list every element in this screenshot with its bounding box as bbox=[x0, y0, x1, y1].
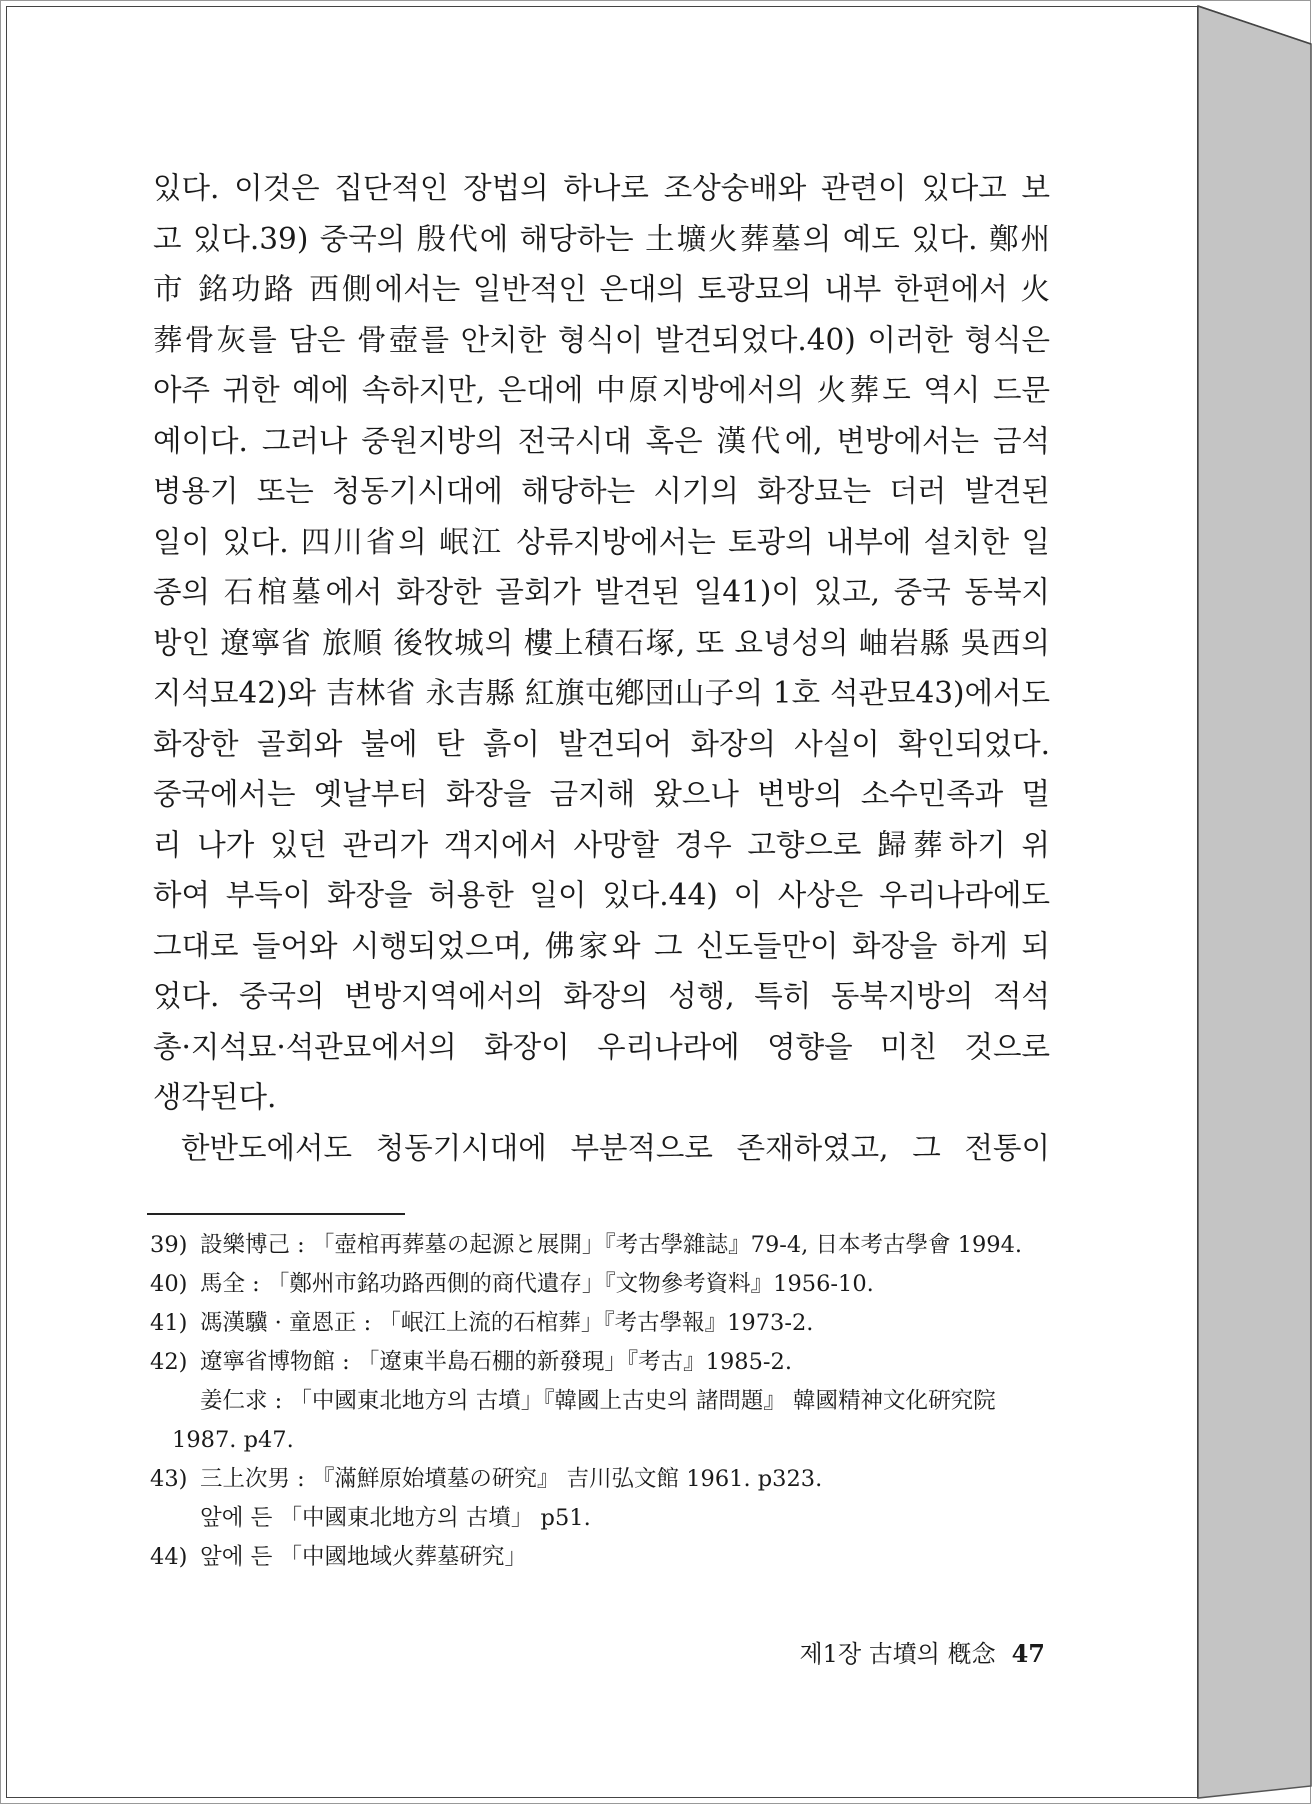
footnote-text: 馬全 : 「鄭州市銘功路西側的商代遺存」『文物參考資料』1956-10. bbox=[200, 1271, 874, 1297]
footnote-rule bbox=[147, 1213, 405, 1215]
footnote-number: 43) bbox=[150, 1466, 188, 1492]
footnote-text: 設樂博己 : 「壺棺再葬墓の起源と展開」『考古學雜誌』79-4, 日本考古學會 1994. bbox=[200, 1232, 1023, 1258]
footnote-number: 42) bbox=[150, 1349, 188, 1375]
body-line: 었다. 중국의 변방지역에서의 화장의 성행, 특히 동북지방의 적석 bbox=[153, 979, 1050, 1013]
footnote bbox=[150, 1421, 1055, 1460]
footnote bbox=[150, 1499, 1055, 1538]
footnote bbox=[150, 1226, 1055, 1265]
page-number: 47 bbox=[1011, 1639, 1045, 1668]
footnote bbox=[150, 1382, 1055, 1421]
footnote-text: 앞에 든 「中國東北地方의 古墳」 p51. bbox=[200, 1505, 591, 1531]
body-line: 종의 石棺墓에서 화장한 골회가 발견된 일41)이 있고, 중국 동북지 bbox=[153, 575, 1050, 609]
body-line: 병용기 또는 청동기시대에 해당하는 시기의 화장묘는 더러 발견된 bbox=[153, 474, 1050, 508]
body-line: 葬骨灰를 담은 骨壺를 안치한 형식이 발견되었다.40) 이러한 형식은 bbox=[153, 322, 1050, 357]
body-line: 고 있다.39) 중국의 殷代에 해당하는 土壙火葬墓의 예도 있다. 鄭州 bbox=[153, 221, 1050, 256]
footnote bbox=[150, 1538, 1055, 1577]
footnote-number: 44) bbox=[150, 1544, 188, 1570]
body-line: 생각된다. bbox=[153, 1080, 277, 1114]
body-text bbox=[153, 163, 1050, 1173]
body-line: 지석묘42)와 吉林省 永吉縣 紅旗屯鄕団山子의 1호 석관묘43)에서도 bbox=[153, 676, 1050, 710]
body-line: 아주 귀한 예에 속하지만, 은대에 中原지방에서의 火葬도 역시 드문 bbox=[153, 373, 1050, 407]
body-line: 중국에서는 옛날부터 화장을 금지해 왔으나 변방의 소수민족과 멀 bbox=[153, 777, 1050, 811]
footnote-text: 馮漢驥 · 童恩正 : 「岷江上流的石棺葬」『考古學報』1973-2. bbox=[200, 1310, 814, 1336]
body-line: 총·지석묘·석관묘에서의 화장이 우리나라에 영향을 미친 것으로 bbox=[153, 1029, 1050, 1064]
body-line: 市 銘功路 西側에서는 일반적인 은대의 토광묘의 내부 한편에서 火 bbox=[153, 272, 1050, 306]
running-head: 제1장 古墳의 槪念 bbox=[799, 1640, 996, 1668]
body-line: 리 나가 있던 관리가 객지에서 사망할 경우 고향으로 歸葬하기 위 bbox=[153, 827, 1050, 862]
footnote-text: 1987. p47. bbox=[172, 1427, 294, 1453]
body-line: 화장한 골회와 불에 탄 흙이 발견되어 화장의 사실이 확인되었다. bbox=[153, 726, 1050, 761]
body-line: 예이다. 그러나 중원지방의 전국시대 혹은 漢代에, 변방에서는 금석 bbox=[153, 423, 1050, 458]
body-line: 방인 遼寧省 旅順 後牧城의 樓上積石塚, 또 요녕성의 岫岩縣 吳西의 bbox=[153, 625, 1050, 660]
footnote-number: 40) bbox=[150, 1271, 188, 1297]
footnote bbox=[150, 1265, 1055, 1304]
page-footer bbox=[800, 1634, 1046, 1674]
body-line: 하여 부득이 화장을 허용한 일이 있다.44) 이 사상은 우리나라에도 bbox=[153, 878, 1050, 912]
body-line: 일이 있다. 四川省의 岷江 상류지방에서는 토광의 내부에 설치한 일 bbox=[153, 524, 1050, 559]
footnotes bbox=[150, 1226, 1055, 1577]
footnote-number: 41) bbox=[150, 1310, 188, 1336]
body-line: 있다. 이것은 집단적인 장법의 하나로 조상숭배와 관련이 있다고 보 bbox=[153, 171, 1050, 205]
footnote-text: 앞에 든 「中國地域火葬墓硏究」 bbox=[200, 1544, 528, 1570]
footnote-number: 39) bbox=[150, 1232, 188, 1258]
footnote bbox=[150, 1460, 1055, 1499]
body-line: 그대로 들어와 시행되었으며, 佛家와 그 신도들만이 화장을 하게 되 bbox=[153, 928, 1050, 963]
footnote-text: 姜仁求 : 「中國東北地方의 古墳」『韓國上古史의 諸問題』 韓國精神文化硏究院 bbox=[200, 1388, 996, 1414]
footnote-text: 遼寧省博物館 : 「遼東半島石棚的新發現」『考古』1985-2. bbox=[200, 1349, 792, 1375]
footnote-text: 三上次男 : 『滿鮮原始墳墓の硏究』 吉川弘文館 1961. p323. bbox=[200, 1466, 823, 1492]
paragraph-start-line: 한반도에서도 청동기시대에 부분적으로 존재하였고, 그 전통이 bbox=[181, 1130, 1050, 1165]
footnote bbox=[150, 1343, 1055, 1382]
footnote bbox=[150, 1304, 1055, 1343]
